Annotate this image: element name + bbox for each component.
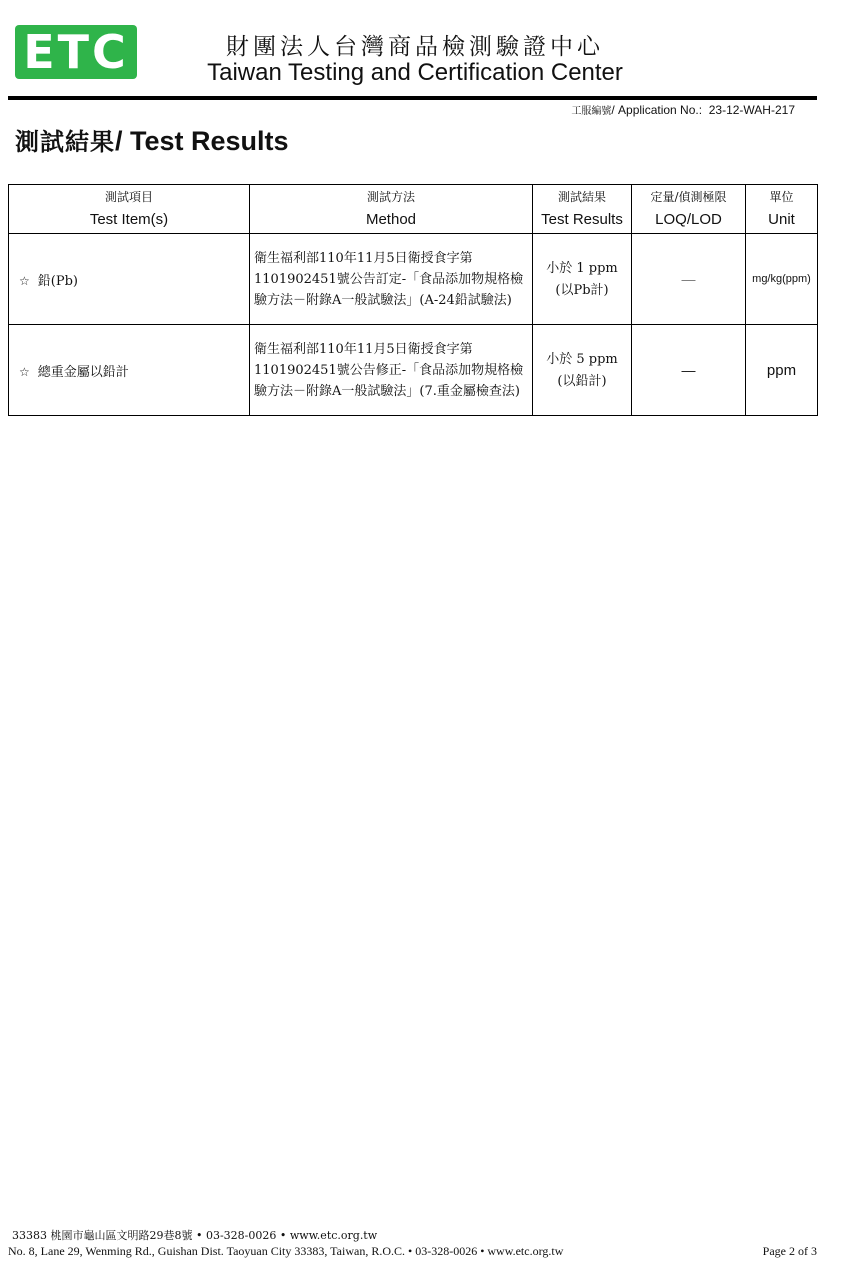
- footer-address-zh: 33383 桃園市龜山區文明路29巷8號 • 03-328-0026 • www.etc.org.tw: [12, 1229, 378, 1242]
- column-header-zh: 測試結果: [557, 190, 606, 204]
- column-header-en: Unit: [768, 211, 795, 228]
- result-value: 小於 5 ppm: [546, 352, 618, 367]
- loq-cell: —: [632, 234, 746, 325]
- column-header-zh: 測試項目: [104, 190, 153, 204]
- result-cell: [533, 234, 632, 325]
- result-basis: (以鉛計): [557, 374, 607, 389]
- column-header-method: [250, 185, 533, 234]
- test-item-cell: [9, 325, 250, 416]
- column-header-unit: [746, 185, 818, 234]
- page-title: [15, 122, 289, 157]
- column-header-zh: 單位: [769, 190, 794, 204]
- etc-logo: [15, 25, 137, 79]
- test-item-name: 總重金屬以鉛計: [37, 364, 129, 380]
- unit-cell: mg/kg(ppm): [746, 234, 818, 325]
- results-table: [8, 184, 818, 416]
- header-divider: [8, 96, 817, 100]
- column-header-en: Test Item(s): [89, 211, 169, 228]
- org-name-en: Taiwan Testing and Certification Center: [207, 59, 623, 86]
- star-icon: ☆: [19, 364, 30, 379]
- column-header-zh: 測試方法: [366, 190, 415, 204]
- result-value: 小於 1 ppm: [546, 261, 618, 276]
- column-header-test-results: [533, 185, 632, 234]
- column-header-loq-lod: [632, 185, 746, 234]
- page-title-zh: 測試結果: [15, 127, 115, 156]
- table-header-row: [9, 185, 818, 234]
- column-header-test-item: [9, 185, 250, 234]
- logo-text: ETC: [23, 25, 129, 79]
- column-header-zh: 定量/偵測極限: [650, 190, 727, 204]
- column-header-en: Test Results: [541, 211, 623, 228]
- application-label-zh: 工服編號: [571, 106, 612, 117]
- footer-address-en: No. 8, Lane 29, Wenming Rd., Guishan Dist. Taoyuan City 33383, Taiwan, R.O.C. • 03-328-0026 • www.etc.org.tw: [8, 1244, 564, 1258]
- method-cell: 衛生福利部110年11月5日衛授食字第1101902451號公告訂定-「食品添加物規格檢驗方法－附錄A一般試驗法」(A-24鉛試驗法): [250, 234, 533, 325]
- org-name-zh: 財團法人台灣商品檢測驗證中心: [226, 34, 604, 60]
- table-row: [9, 325, 818, 416]
- column-header-en: LOQ/LOD: [655, 211, 722, 228]
- column-header-en: Method: [365, 211, 417, 228]
- method-cell: 衛生福利部110年11月5日衛授食字第1101902451號公告修正-「食品添加物規格檢驗方法－附錄A一般試驗法」(7.重金屬檢查法): [250, 325, 533, 416]
- loq-cell: —: [632, 325, 746, 416]
- application-number: [571, 102, 795, 117]
- page-title-en: / Test Results: [115, 126, 289, 156]
- result-cell: [533, 325, 632, 416]
- star-icon: ☆: [19, 273, 30, 288]
- page-number: Page 2 of 3: [762, 1244, 817, 1258]
- test-item-cell: [9, 234, 250, 325]
- unit-cell: ppm: [746, 325, 818, 416]
- result-basis: (以Pb計): [555, 283, 609, 298]
- test-item-name: 鉛(Pb): [37, 273, 78, 289]
- table-row: [9, 234, 818, 325]
- application-label-en: / Application No.:: [611, 103, 703, 117]
- application-no-value: 23-12-WAH-217: [708, 103, 795, 117]
